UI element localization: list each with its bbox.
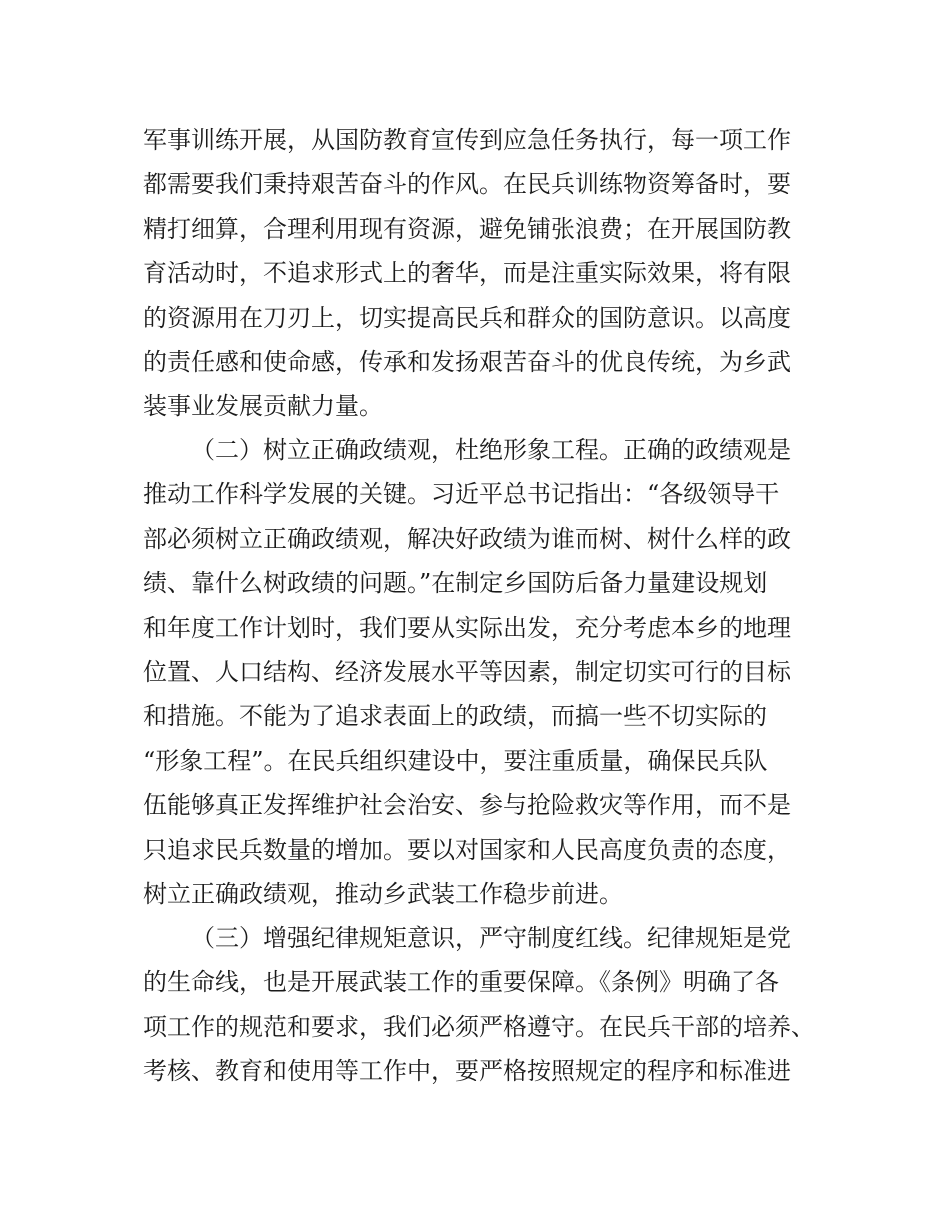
- paragraph-1: [143, 118, 811, 429]
- paragraph-line: 的资源用在刀刃上，切实提高民兵和群众的国防意识。以高度: [143, 303, 791, 332]
- paragraph-line: 军事训练开展，从国防教育宣传到应急任务执行，每一项工作: [143, 126, 791, 154]
- paragraph-line: 和措施。不能为了追求表面上的政绩，而搞一些不切实际的: [143, 702, 767, 731]
- paragraph-line: 绩、靠什么树政绩的问题。”在制定乡国防后备力量建设规划: [143, 569, 768, 598]
- paragraph-line: “形象工程”。在民兵组织建设中，要注重质量，确保民兵队: [143, 746, 768, 775]
- paragraph-3: [143, 916, 815, 1094]
- paragraph-line: （三）增强纪律规矩意识，严守制度红线。纪律规矩是党: [191, 924, 791, 952]
- paragraph-line: （二）树立正确政绩观，杜绝形象工程。正确的政绩观是: [191, 436, 791, 464]
- paragraph-line: 的责任感和使命感，传承和发扬艰苦奋斗的优良传统，为乡武: [143, 347, 791, 376]
- paragraph-line: 只追求民兵数量的增加。要以对国家和人民高度负责的态度，: [143, 835, 791, 864]
- paragraph-line: 项工作的规范和要求，我们必须严格遵守。在民兵干部的培养、: [143, 1012, 815, 1041]
- paragraph-line: 精打细算，合理利用现有资源，避免铺张浪费；在开展国防教: [143, 214, 791, 243]
- paragraph-line: 考核、教育和使用等工作中，要严格按照规定的程序和标准进: [143, 1057, 791, 1086]
- paragraph-line: 的生命线，也是开展武装工作的重要保障。《条例》明确了各: [143, 968, 779, 997]
- paragraph-line: 位置、人口结构、经济发展水平等因素，制定切实可行的目标: [143, 657, 791, 686]
- paragraph-line: 树立正确政绩观，推动乡武装工作稳步前进。: [143, 879, 623, 908]
- paragraph-line: 和年度工作计划时，我们要从实际出发，充分考虑本乡的地理: [143, 613, 791, 642]
- paragraph-line: 部必须树立正确政绩观，解决好政绩为谁而树、树什么样的政: [143, 524, 791, 553]
- paragraph-2: [143, 428, 811, 916]
- paragraph-line: 装事业发展贡献力量。: [143, 392, 383, 421]
- paragraph-line: 育活动时，不追求形式上的奢华，而是注重实际效果，将有限: [143, 259, 791, 288]
- paragraph-line: 推动工作科学发展的关键。习近平总书记指出：“各级领导干: [143, 480, 780, 509]
- paragraph-line: 伍能够真正发挥维护社会治安、参与抢险救灾等作用，而不是: [143, 791, 791, 820]
- paragraph-line: 都需要我们秉持艰苦奋斗的作风。在民兵训练物资筹备时，要: [143, 170, 791, 199]
